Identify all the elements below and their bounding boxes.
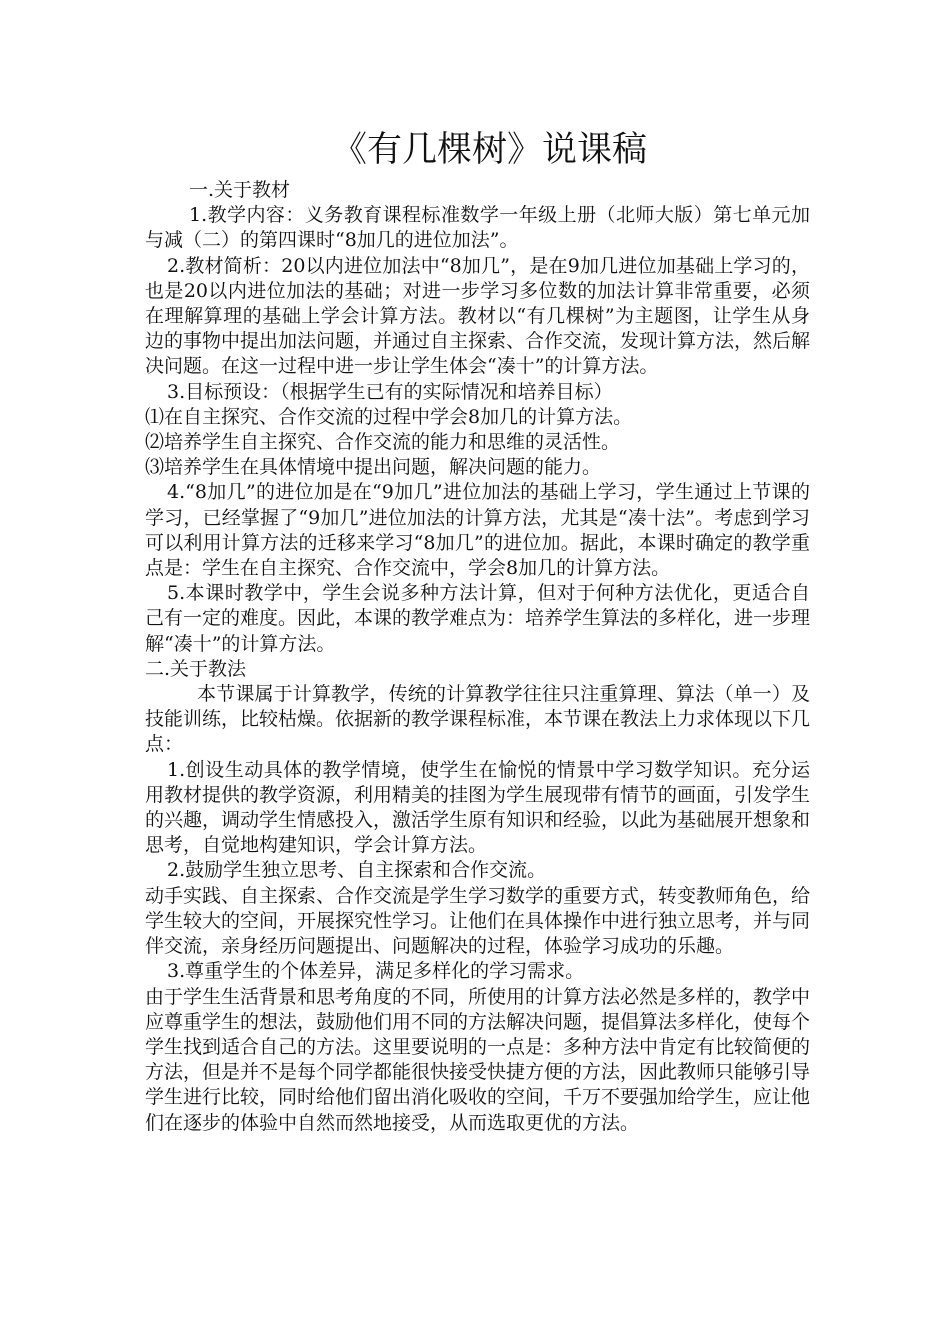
paragraph: 本节课属于计算教学，传统的计算教学往往只注重算理、算法（单一）及技能训练，比较枯燥。依据新的教学课程标准，本节课在教法上力求体现以下几点： xyxy=(145,683,811,756)
paragraph: 3.尊重学生的个体差异，满足多样化的学习需求。 xyxy=(167,960,585,983)
paragraph: 4.“8加几”的进位加是在“9加几”进位加法的基础上学习，学生通过上节课的学习，已经掌握了“9加几”进位加法的计算方法，尤其是“凑十法”。考虑到学习可以利用计算方法的迁移来学习“8加几”的进位加。据此，本课时确定的教学重点是：学生在自主探究、合作交流中，学会8加几的计算方法。 xyxy=(145,481,810,580)
document-title: 《有几棵树》说课稿 xyxy=(331,130,647,170)
paragraph: 2.鼓励学生独立思考、自主探索和合作交流。 xyxy=(167,859,547,882)
paragraph: 动手实践、自主探索、合作交流是学生学习数学的重要方式，转变教师角色，给学生较大的空间，开展探究性学习。让他们在具体操作中进行独立思考，并与同伴交流，亲身经历问题提出、问题解决的过程，体验学习成功的乐趣。 xyxy=(145,884,811,958)
paragraph: 一.关于教材 xyxy=(189,179,291,201)
paragraph: ⑴在自主探究、合作交流的过程中学会8加几的计算方法。 xyxy=(145,405,633,428)
paragraph: 2.教材简析：20以内进位加法中“8加几”，是在9加几进位加基础上学习的，也是20以内进位加法的基础；对进一步学习多位数的加法计算非常重要，必须在理解算理的基础上学会计算方法。教材以“有几棵树”为主题图，让学生从身边的事物中提出加法问题，并通过自主探索、合作交流，发现计算方法，然后解决问题。在这一过程中进一步让学生体会“凑十”的计算方法。 xyxy=(145,254,811,378)
paragraph: ⑶培养学生在具体情境中提出问题，解决问题的能力。 xyxy=(145,456,602,479)
paragraph: 由于学生生活背景和思考角度的不同，所使用的计算方法必然是多样的，教学中应尊重学生的想法，鼓励他们用不同的方法解决问题，提倡算法多样化，使每个学生找到适合自己的方法。这里要说明的一点是：多种方法中肯定有比较简便的方法，但是并不是每个同学都能很快接受快捷方便的方法，因此教师只能够引导学生进行比较，同时给他们留出消化吸收的空间，千万不要强加给学生，应让他们在逐步的体验中自然而然地接受，从而选取更优的方法。 xyxy=(145,985,811,1134)
paragraph: ⑵培养学生自主探究、合作交流的能力和思维的灵活性。 xyxy=(145,431,621,454)
document-page xyxy=(145,124,810,1136)
paragraph: 二.关于教法 xyxy=(145,657,247,680)
document-body xyxy=(145,178,810,1136)
paragraph: 5.本课时教学中，学生会说多种方法计算，但对于何种方法优化，更适合自己有一定的难度。因此，本课的教学难点为：培养学生算法的多样化，进一步理解“凑十”的计算方法。 xyxy=(145,582,811,655)
paragraph: 1.教学内容：义务教育课程标准数学一年级上册（北师大版）第七单元加与减（二）的第四课时“8加几的进位加法”。 xyxy=(145,204,810,252)
paragraph: 1.创设生动具体的教学情境，使学生在愉悦的情景中学习数学知识。充分运用教材提供的教学资源，利用精美的挂图为学生展现带有情节的画面，引发学生的兴趣，调动学生情感投入，激活学生原有知识和经验，以此为基础展开想象和思考，自觉地构建知识，学会计算方法。 xyxy=(145,758,811,857)
paragraph: 3.目标预设：（根据学生已有的实际情况和培养目标） xyxy=(167,380,613,403)
